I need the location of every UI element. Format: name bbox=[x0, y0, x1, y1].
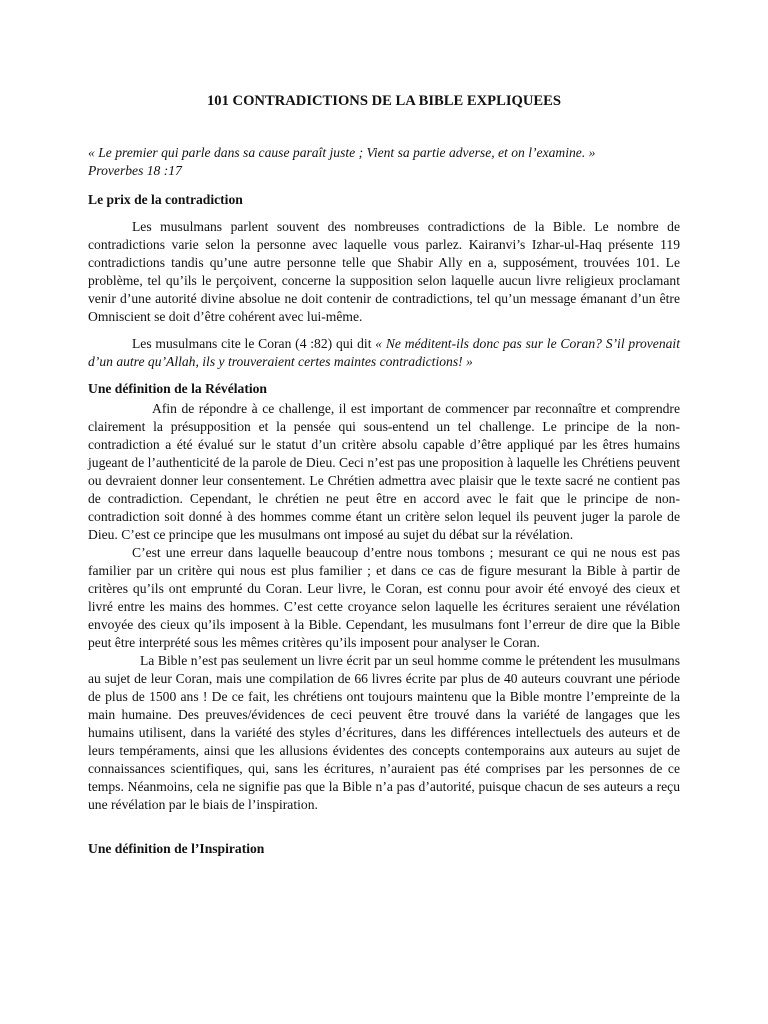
coran-quote-intro: Les musulmans cite le Coran (4 :82) qui dit bbox=[132, 336, 376, 351]
paragraph-revelation-error: C’est une erreur dans laquelle beaucoup d’entre nous tombons ; mesurant ce qui ne nous est pas familier par un critère qui nous est plus familier ; et dans ce cas de figure mesurant la Bible à partir de critères qu’ils ont emprunté du Coran. Leur livre, le Coran, est connu pour avoir été envoyé des cieux et livré entre les mains des hommes. C’est cette croyance selon laquelle les écritures seraient une révélation envoyée des cieux qu’ils imposent à la Bible. Cependant, les musulmans font l’erreur de dire que la Bible peut être interprété sous les mêmes critères qu’ils imposent pour analyser le Coran. bbox=[88, 545, 680, 650]
paragraph-contradictions-intro: Les musulmans parlent souvent des nombreuses contradictions de la Bible. Le nombre de contradictions varie selon la personne avec laquelle vous parlez. Kairanvi’s Izhar-ul-Haq présente 119 contradictions tandis qu’une autre personne telle que Shabir Ally en a, supposément, trouvées 101. Le problème, tel qu’ils le perçoivent, concerne la supposition selon laquelle aucun livre religieux proclamant venir d’une autorité divine absolue ne doit contenir de contradictions, tel qu’un message émanant d’un être Omniscient se doit d’être cohérent avec lui-même. bbox=[88, 219, 680, 324]
section-heading-revelation: Une définition de la Révélation bbox=[88, 381, 267, 396]
document-page bbox=[88, 92, 680, 867]
document-title: 101 CONTRADICTIONS DE LA BIBLE EXPLIQUEES bbox=[207, 93, 561, 109]
epigraph-quote: « Le premier qui parle dans sa cause paraît juste ; Vient sa partie adverse, et on l’examine. » bbox=[88, 145, 596, 160]
section-spacer bbox=[88, 814, 680, 840]
section-heading-contradiction: Le prix de la contradiction bbox=[88, 192, 243, 207]
epigraph-source: Proverbes 18 :17 bbox=[88, 163, 182, 178]
paragraph-bible-compilation: La Bible n’est pas seulement un livre écrit par un seul homme comme le prétendent les musulmans au sujet de leur Coran, mais une compilation de 66 livres écrite par plus de 40 auteurs couvrant une période de plus de 1500 ans ! De ce fait, les chrétiens ont toujours maintenu que la Bible montre l’empreinte de la main humaine. Des preuves/évidences de ceci peuvent être trouvé dans la variété de langages que les humains utilisent, dans la variété des styles d’écritures, dans les différences intellectuels des auteurs et de leurs tempéraments, ainsi que les allusions évidentes des concepts contemporains aux auteurs au sujet de connaissances scientifiques, qui, sans les écritures, n’auraient pas été comprises par les personnes de ce temps. Néanmoins, cela ne signifie pas que la Bible n’a pas d’autorité, puisque chacun de ses auteurs a reçu une révélation par le biais de l’inspiration. bbox=[88, 653, 680, 812]
paragraph-coran-quote bbox=[88, 335, 680, 371]
section-heading-inspiration: Une définition de l’Inspiration bbox=[88, 841, 265, 856]
coran-quote: « Ne méditent-ils donc pas sur le Coran? S’il provenait d’un autre qu’Allah, ils y trouveraient certes maintes contradictions! » bbox=[88, 336, 680, 369]
paragraph-revelation-challenge: Afin de répondre à ce challenge, il est important de commencer par reconnaître et comprendre clairement la présupposition et la pensée qui sous-entend un tel challenge. Le principe de la non-contradiction a été évalué sur le statut d’un critère absolu capable d’être appliqué par les êtres humains jugeant de l’authenticité de la parole de Dieu. Ceci n’est pas une proposition à laquelle les Chrétiens peuvent ou devraient donner leur consentement. Le Chrétien admettra avec plaisir que le texte sacré ne contient pas de contradiction. Cependant, le chrétien ne peut être en accord avec le fait que le principe de non-contradiction soit donné à des hommes comme étant un critère selon lequel ils peuvent juger la parole de Dieu. C’est ce principe que les musulmans ont imposé au sujet du débat sur la révélation. bbox=[88, 401, 680, 542]
